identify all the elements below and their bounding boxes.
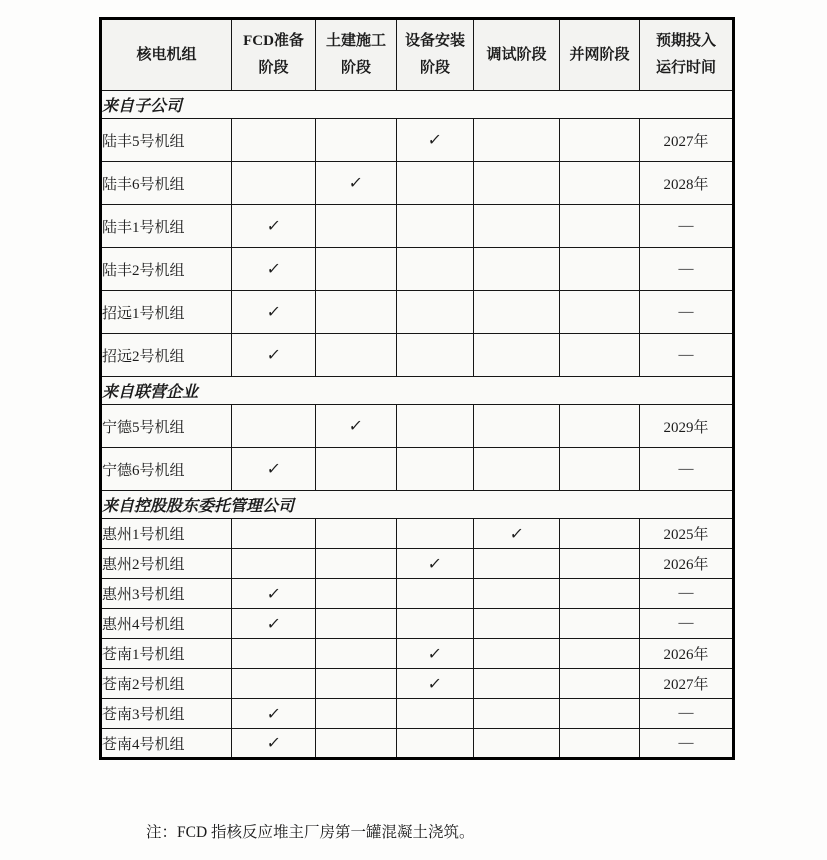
header-row [101,19,734,91]
stage-cell [232,549,316,579]
unit-row [101,549,734,579]
unit-name-cell: 招远1号机组 [101,291,232,334]
stage-cell [474,119,560,162]
stage-cell [232,162,316,205]
stage-cell [560,291,640,334]
unit-name-cell: 招远2号机组 [101,334,232,377]
column-header-line: 并网阶段 [569,46,630,63]
stage-cell [397,549,474,579]
stage-cell [560,639,640,669]
stage-cell [316,205,397,248]
column-header-line: 阶段 [419,60,450,76]
column-header-line: 核电机组 [136,46,197,63]
unit-row [101,291,734,334]
year-cell: — [640,609,734,639]
section-title: 来自联营企业 [101,377,734,405]
stage-cell [560,162,640,205]
column-header-line: 预期投入 [655,33,716,49]
unit-row [101,205,734,248]
check-icon: ✓ [265,613,282,633]
stage-cell [397,405,474,448]
year-cell: 2029年 [640,405,734,448]
stage-cell [316,609,397,639]
stage-cell [232,579,316,609]
unit-name-cell: 陆丰2号机组 [101,248,232,291]
stage-cell [316,699,397,729]
unit-name-cell: 陆丰6号机组 [101,162,232,205]
stage-cell [397,579,474,609]
stage-cell [232,291,316,334]
year-cell: — [640,334,734,377]
stage-cell [474,669,560,699]
check-icon: ✓ [265,259,282,278]
unit-row [101,119,734,162]
footnote: 注：FCD 指核反应堆主厂房第一罐混凝土浇筑。 [146,824,475,841]
stage-cell [474,519,560,549]
year-cell: — [640,699,734,729]
unit-name-cell: 惠州1号机组 [101,519,232,549]
check-icon: ✓ [347,416,365,435]
unit-row [101,405,734,448]
stage-cell [474,162,560,205]
unit-row [101,334,734,377]
nuclear-units-status-table [99,17,735,760]
check-icon: ✓ [426,643,444,663]
stage-cell [474,334,560,377]
stage-cell [560,448,640,491]
stage-cell [316,334,397,377]
stage-cell [397,609,474,639]
check-icon: ✓ [265,459,282,478]
stage-cell [560,405,640,448]
stage-cell [397,519,474,549]
stage-cell [474,205,560,248]
column-header [560,19,640,91]
stage-cell [232,519,316,549]
stage-cell [560,334,640,377]
stage-cell [474,405,560,448]
stage-cell [316,248,397,291]
unit-row [101,669,734,699]
stage-cell [316,162,397,205]
column-header-line: 土建施工 [325,33,386,49]
stage-cell [232,609,316,639]
column-header-line: 阶段 [340,60,371,76]
section-row [101,491,734,519]
stage-cell [397,291,474,334]
stage-cell [232,729,316,759]
column-header-line: 调试阶段 [486,46,547,63]
stage-cell [474,729,560,759]
stage-cell [560,119,640,162]
stage-cell [316,519,397,549]
check-icon: ✓ [347,173,365,192]
stage-cell [474,639,560,669]
stage-cell [397,699,474,729]
stage-cell [232,669,316,699]
column-header-line: 阶段 [258,60,289,76]
unit-row [101,729,734,759]
section-title: 来自子公司 [101,91,734,119]
check-icon: ✓ [508,523,525,543]
stage-cell [316,549,397,579]
stage-cell [397,119,474,162]
unit-name-cell: 陆丰5号机组 [101,119,232,162]
stage-cell [232,119,316,162]
stage-cell [397,248,474,291]
stage-cell [232,248,316,291]
stage-cell [316,729,397,759]
stage-cell [474,291,560,334]
check-icon: ✓ [265,216,282,235]
unit-name-cell: 宁德5号机组 [101,405,232,448]
year-cell: 2028年 [640,162,734,205]
check-icon: ✓ [265,345,282,364]
stage-cell [560,579,640,609]
unit-row [101,162,734,205]
stage-cell [232,699,316,729]
stage-cell [560,669,640,699]
stage-cell [560,699,640,729]
stage-cell [474,699,560,729]
unit-name-cell: 惠州4号机组 [101,609,232,639]
stage-cell [232,334,316,377]
column-header [316,19,397,91]
stage-cell [397,639,474,669]
stage-cell [474,549,560,579]
stage-cell [397,162,474,205]
stage-cell [474,609,560,639]
stage-cell [232,448,316,491]
unit-name-cell: 宁德6号机组 [101,448,232,491]
column-header [232,19,316,91]
stage-cell [560,205,640,248]
unit-name-cell: 惠州2号机组 [101,549,232,579]
stage-cell [316,639,397,669]
stage-cell [316,405,397,448]
stage-cell [397,448,474,491]
unit-name-cell: 苍南2号机组 [101,669,232,699]
stage-cell [560,729,640,759]
column-header [474,19,560,91]
column-header-line: 设备安装 [404,33,465,49]
unit-name-cell: 惠州3号机组 [101,579,232,609]
unit-name-cell: 苍南3号机组 [101,699,232,729]
stage-cell [474,579,560,609]
unit-row [101,639,734,669]
stage-cell [232,405,316,448]
column-header [640,19,734,91]
stage-cell [560,609,640,639]
column-header-line: FCD准备 [243,33,304,49]
stage-cell [474,448,560,491]
year-cell: 2026年 [640,549,734,579]
unit-row [101,609,734,639]
unit-name-cell: 苍南4号机组 [101,729,232,759]
unit-row [101,519,734,549]
check-icon: ✓ [265,703,282,723]
section-row [101,91,734,119]
stage-cell [560,519,640,549]
unit-name-cell: 苍南1号机组 [101,639,232,669]
stage-cell [316,291,397,334]
check-icon: ✓ [426,673,444,693]
unit-row [101,579,734,609]
year-cell: — [640,448,734,491]
stage-cell [397,729,474,759]
stage-cell [316,119,397,162]
stage-cell [232,205,316,248]
year-cell: — [640,205,734,248]
section-title: 来自控股股东委托管理公司 [101,491,734,519]
year-cell: 2027年 [640,119,734,162]
year-cell: 2025年 [640,519,734,549]
stage-cell [397,669,474,699]
column-header [397,19,474,91]
stage-cell [560,549,640,579]
stage-cell [397,334,474,377]
table-header [101,19,734,91]
unit-name-cell: 陆丰1号机组 [101,205,232,248]
stage-cell [474,248,560,291]
check-icon: ✓ [265,733,282,752]
section-row [101,377,734,405]
stage-cell [316,579,397,609]
column-header-line: 运行时间 [655,60,716,76]
check-icon: ✓ [265,302,282,321]
stage-cell [316,448,397,491]
year-cell: 2026年 [640,639,734,669]
year-cell: — [640,579,734,609]
stage-cell [316,669,397,699]
year-cell: — [640,729,734,759]
unit-row [101,248,734,291]
year-cell: 2027年 [640,669,734,699]
column-header [101,19,232,91]
check-icon: ✓ [426,130,444,149]
year-cell: — [640,291,734,334]
stage-cell [560,248,640,291]
unit-row [101,699,734,729]
check-icon: ✓ [426,553,444,573]
year-cell: — [640,248,734,291]
stage-cell [397,205,474,248]
check-icon: ✓ [265,583,282,603]
unit-row [101,448,734,491]
stage-cell [232,639,316,669]
